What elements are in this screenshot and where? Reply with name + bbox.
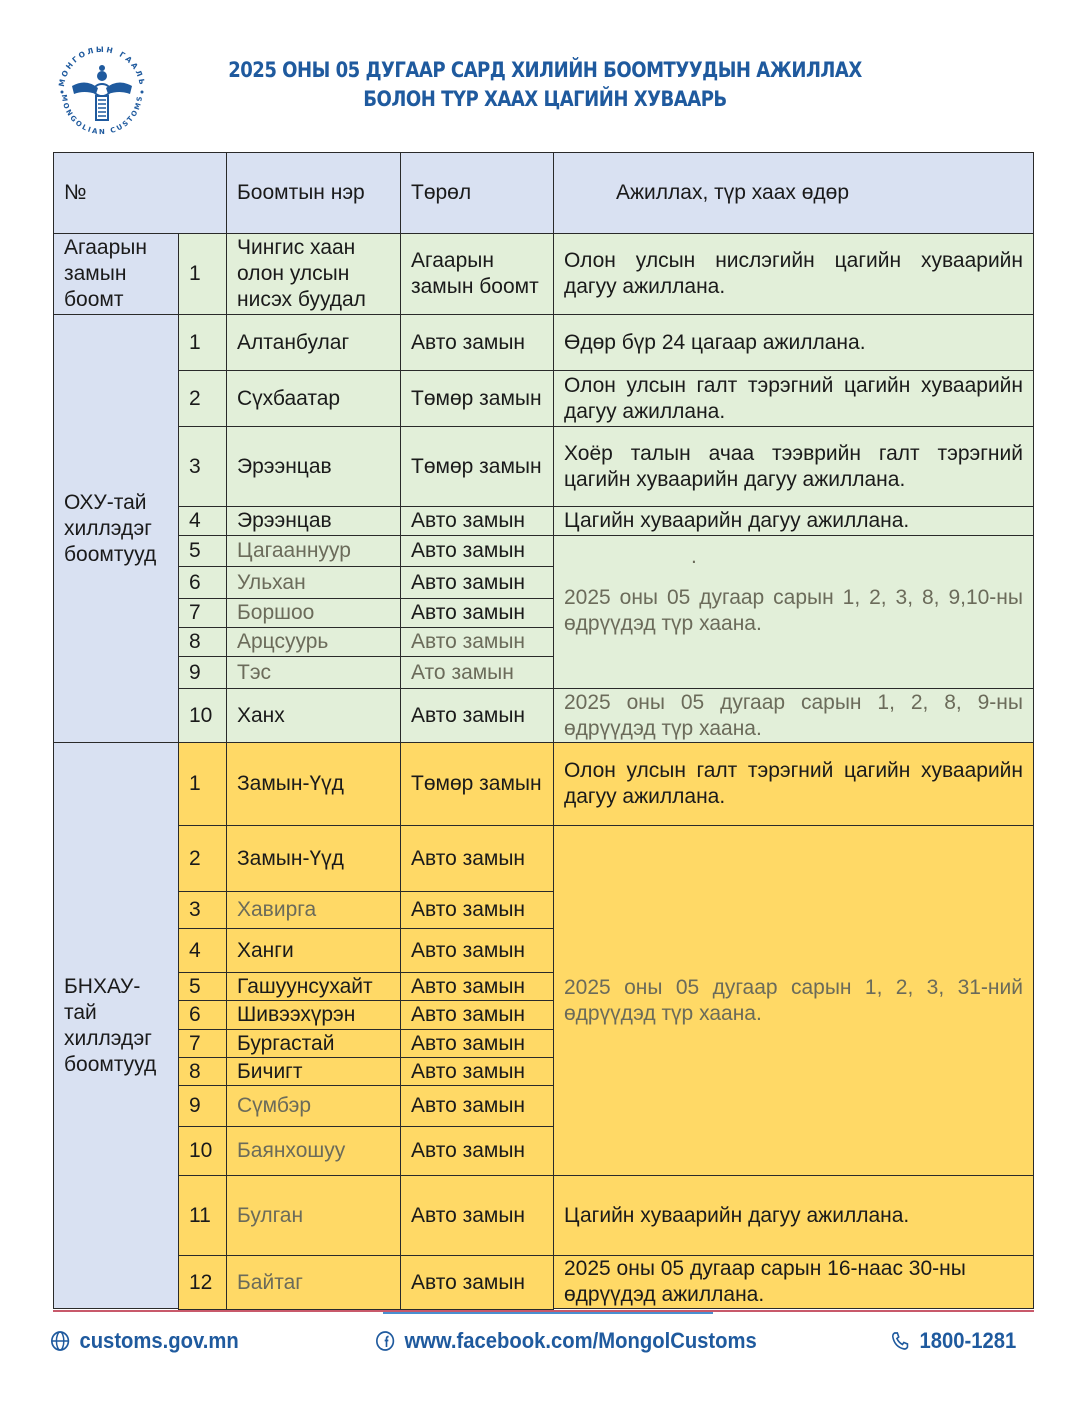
footer-phone[interactable] (890, 1328, 1016, 1354)
china-schedule-4 (553, 1255, 1034, 1309)
china-schedule-1-text: Олон улсын галт тэрэгний цагийн хуваарийн дагуу ажиллана. (564, 759, 1023, 808)
air-schedule (553, 233, 1034, 315)
china-port-name: Ханги (226, 928, 401, 973)
china-row-number: 12 (178, 1255, 227, 1310)
china-schedule-3-text: Цагийн хуваарийн дагуу ажиллана. (564, 1203, 910, 1227)
russia-schedule-5-text: 2025 оны 05 дугаар сарын 1, 2, 3, 8, 9,10-ны өдрүүдэд түр хаана. (564, 586, 1023, 635)
russia-row-number: 4 (178, 506, 227, 536)
china-schedule-2 (553, 825, 1034, 1176)
china-port-type: Авто замын (400, 928, 554, 973)
china-port-name: Бичигт (226, 1057, 401, 1086)
russia-row-number: 7 (178, 598, 227, 628)
website-link[interactable]: customs.gov.mn (79, 1328, 239, 1353)
russia-schedule-1 (553, 314, 1034, 371)
china-port-type: Авто замын (400, 1126, 554, 1176)
russia-port-name: Арцсуурь (226, 627, 401, 657)
header-name: Боомтын нэр (226, 152, 401, 234)
group-china (53, 742, 179, 1309)
russia-schedule-3-text: Хоёр талын ачаа тээврийн галт тэрэгний цагийн хуваарийн дагуу ажиллана. (564, 441, 1023, 491)
group-air: Агаарын замын боомт (53, 233, 179, 315)
group-china-label: БНХАУ-тай хиллэдэг боомтууд (64, 974, 157, 1076)
russia-port-type: Авто замын (400, 535, 554, 567)
china-schedule-3 (553, 1175, 1034, 1256)
header-type: Төрөл (400, 152, 554, 234)
china-row-number: 8 (178, 1057, 227, 1086)
russia-row-number: 3 (178, 426, 227, 507)
china-port-type: Авто замын (400, 972, 554, 1001)
china-port-type: Авто замын (400, 891, 554, 929)
china-port-name: Сүмбэр (226, 1085, 401, 1127)
china-row-number: 2 (178, 825, 227, 892)
russia-row-number: 9 (178, 656, 227, 689)
china-row-number: 10 (178, 1126, 227, 1176)
russia-port-type: Авто замын (400, 688, 554, 743)
china-port-type: Авто замын (400, 1000, 554, 1030)
china-port-name: Замын-Үүд (226, 742, 401, 826)
china-port-type: Авто замын (400, 1255, 554, 1310)
russia-port-name: Ульхан (226, 566, 401, 599)
russia-port-name: Цагааннуур (226, 535, 401, 567)
russia-port-name: Боршоо (226, 598, 401, 628)
russia-port-type: Авто замын (400, 627, 554, 657)
china-port-type: Авто замын (400, 1057, 554, 1086)
china-row-number: 6 (178, 1000, 227, 1030)
logo-top-text: МОНГОЛЫН ГААЛЬ (56, 44, 147, 88)
title-line-2: БОЛОН ТҮР ХААХ ЦАГИЙН ХУВААРЬ (363, 87, 727, 111)
footer-website[interactable] (50, 1328, 239, 1354)
china-schedule-2-text: 2025 оны 05 дугаар сарын 1, 2, 3, 31-ний өдрүүдэд түр хаана. (564, 975, 1023, 1025)
air-port-type: Агаарын замын боомт (400, 233, 554, 315)
russia-schedule-2 (553, 370, 1034, 427)
russia-row-number: 2 (178, 370, 227, 427)
russia-port-type: Төмөр замын (400, 426, 554, 507)
china-port-name: Баянхошуу (226, 1126, 401, 1176)
russia-port-name: Алтанбулаг (226, 314, 401, 371)
russia-port-type: Авто замын (400, 506, 554, 536)
group-russia (53, 314, 179, 743)
russia-port-type: Авто замын (400, 314, 554, 371)
china-port-name: Байтаг (226, 1255, 401, 1310)
china-port-name: Булган (226, 1175, 401, 1256)
china-row-number: 11 (178, 1175, 227, 1256)
china-row-number: 9 (178, 1085, 227, 1127)
phone-number[interactable]: 1800-1281 (919, 1328, 1017, 1353)
air-number: 1 (178, 233, 227, 315)
russia-port-type: Авто замын (400, 598, 554, 628)
header-schedule: Ажиллах, түр хаах өдөр (553, 152, 1034, 234)
logo-bottom-text: MONGOLIAN CUSTOMS (59, 93, 145, 137)
customs-emblem-icon (50, 38, 154, 142)
russia-port-type: Төмөр замын (400, 370, 554, 427)
china-port-type: Авто замын (400, 825, 554, 892)
russia-port-type: Авто замын (400, 566, 554, 599)
china-port-name: Замын-Үүд (226, 825, 401, 892)
china-row-number: 4 (178, 928, 227, 973)
russia-port-name: Эрээнцав (226, 506, 401, 536)
china-row-number: 5 (178, 972, 227, 1001)
stray-mark: . (691, 545, 697, 568)
russia-row-number: 6 (178, 566, 227, 599)
russia-row-number: 1 (178, 314, 227, 371)
russia-schedule-2-text: Олон улсын галт тэрэгний цагийн хуваарийн дагуу ажиллана. (564, 373, 1023, 423)
china-port-type: Авто замын (400, 1029, 554, 1058)
china-port-type: Авто замын (400, 1175, 554, 1256)
header-number: № (53, 152, 227, 234)
footer-divider (53, 1310, 1034, 1314)
russia-schedule-1-text: Өдөр бүр 24 цагаар ажиллана. (564, 330, 866, 354)
russia-port-name: Сүхбаатар (226, 370, 401, 427)
china-port-type: Төмөр замын (400, 742, 554, 826)
china-port-name: Хавирга (226, 891, 401, 929)
china-row-number: 3 (178, 891, 227, 929)
china-port-name: Шивээхүрэн (226, 1000, 401, 1030)
russia-port-name: Эрээнцав (226, 426, 401, 507)
russia-port-type: Ато замын (400, 656, 554, 689)
china-port-name: Бургастай (226, 1029, 401, 1058)
air-schedule-text: Олон улсын нислэгийн цагийн хуваарийн дагуу ажиллана. (564, 249, 1023, 298)
russia-row-number: 8 (178, 627, 227, 657)
china-row-number: 7 (178, 1029, 227, 1058)
china-schedule-4-text: 2025 оны 05 дугаар сарын 16-наас 30-ны өдрүүдэд ажиллана. (564, 1257, 966, 1306)
russia-port-name: Ханх (226, 688, 401, 743)
russia-schedule-3 (553, 426, 1034, 507)
customs-logo (50, 38, 154, 142)
page-title (205, 56, 884, 114)
group-russia-label: ОХУ-тай хиллэдэг боомтууд (64, 490, 157, 566)
russia-schedule-4-text: Цагийн хуваарийн дагуу ажиллана. (564, 509, 910, 532)
russia-schedule-4 (553, 506, 1034, 536)
russia-row-number: 5 (178, 535, 227, 567)
china-port-type: Авто замын (400, 1085, 554, 1127)
china-row-number: 1 (178, 742, 227, 826)
phone-icon (890, 1330, 910, 1352)
facebook-icon (375, 1330, 395, 1352)
russia-port-name: Тэс (226, 656, 401, 689)
facebook-link[interactable]: www.facebook.com/MongolCustoms (404, 1328, 757, 1353)
china-port-name: Гашуунсухайт (226, 972, 401, 1001)
air-port-name: Чингис хаан олон улсын нисэх буудал (226, 233, 401, 315)
title-line-1: 2025 ОНЫ 05 ДУГААР САРД ХИЛИЙН БООМТУУДЫН АЖИЛЛАХ (228, 58, 862, 82)
russia-row-number: 10 (178, 688, 227, 743)
russia-schedule-6 (553, 688, 1034, 743)
footer-facebook[interactable] (375, 1328, 757, 1354)
russia-schedule-6-text: 2025 оны 05 дугаар сарын 1, 2, 8, 9-ны өдрүүдэд түр хаана. (564, 690, 1023, 740)
russia-schedule-5 (553, 535, 1034, 689)
globe-icon (50, 1330, 70, 1352)
china-schedule-1 (553, 742, 1034, 826)
